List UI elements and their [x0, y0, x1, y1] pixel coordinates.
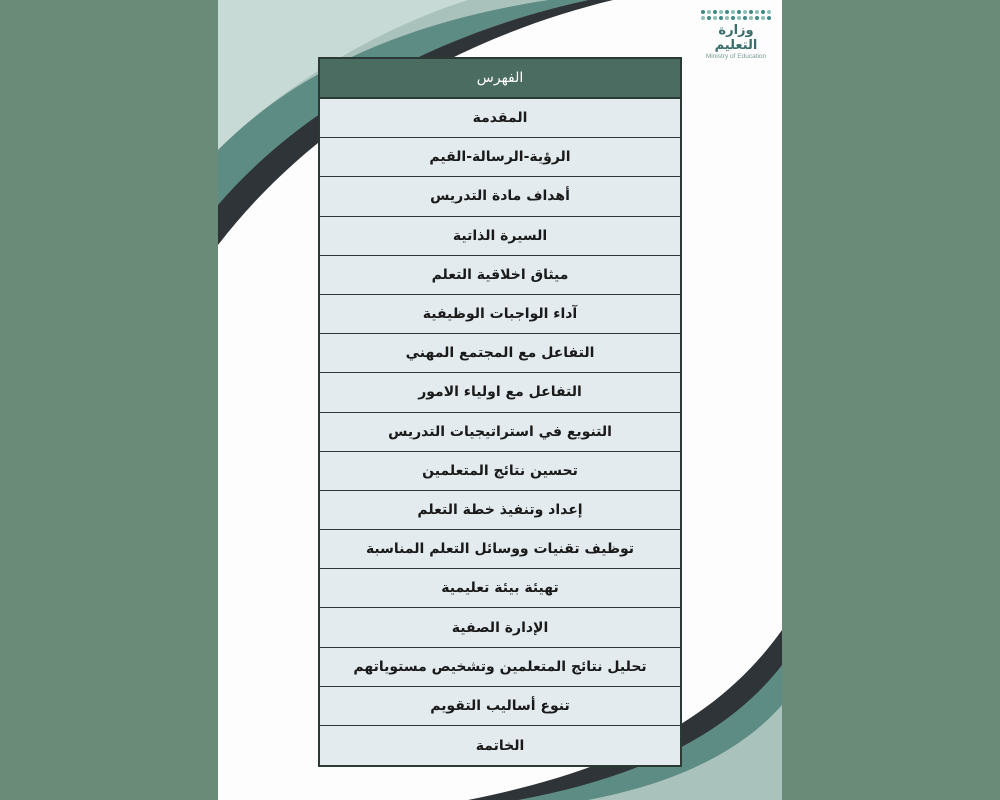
toc-item: الرؤية-الرسالة-القيم [320, 138, 680, 177]
ministry-logo [698, 10, 774, 62]
toc-item: ميثاق اخلاقية التعلم [320, 256, 680, 295]
toc-item: أهداف مادة التدريس [320, 177, 680, 216]
table-of-contents [318, 57, 682, 767]
toc-item: التفاعل مع المجتمع المهني [320, 334, 680, 373]
toc-item: تهيئة بيئة تعليمية [320, 569, 680, 608]
toc-item: تنوع أساليب التقويم [320, 687, 680, 726]
toc-item: تحسين نتائج المتعلمين [320, 452, 680, 491]
toc-item: التفاعل مع اولياء الامور [320, 373, 680, 412]
toc-item: السيرة الذاتية [320, 217, 680, 256]
toc-item: آداء الواجبات الوظيفية [320, 295, 680, 334]
logo-name-english: Ministry of Education [705, 53, 767, 60]
logo-name-arabic: وزارة التعليم [714, 23, 758, 53]
toc-item: الخاتمة [320, 726, 680, 765]
toc-item: توظيف تقنيات ووسائل التعلم المناسبة [320, 530, 680, 569]
toc-item: الإدارة الصفية [320, 608, 680, 647]
logo-dots-icon [698, 10, 774, 20]
toc-item: المقدمة [320, 99, 680, 138]
toc-item: التنويع في استراتيجيات التدريس [320, 413, 680, 452]
toc-title: الفهرس [320, 59, 680, 99]
document-page [218, 0, 782, 800]
toc-item: إعداد وتنفيذ خطة التعلم [320, 491, 680, 530]
toc-item: تحليل نتائج المتعلمين وتشخيص مستوياتهم [320, 648, 680, 687]
